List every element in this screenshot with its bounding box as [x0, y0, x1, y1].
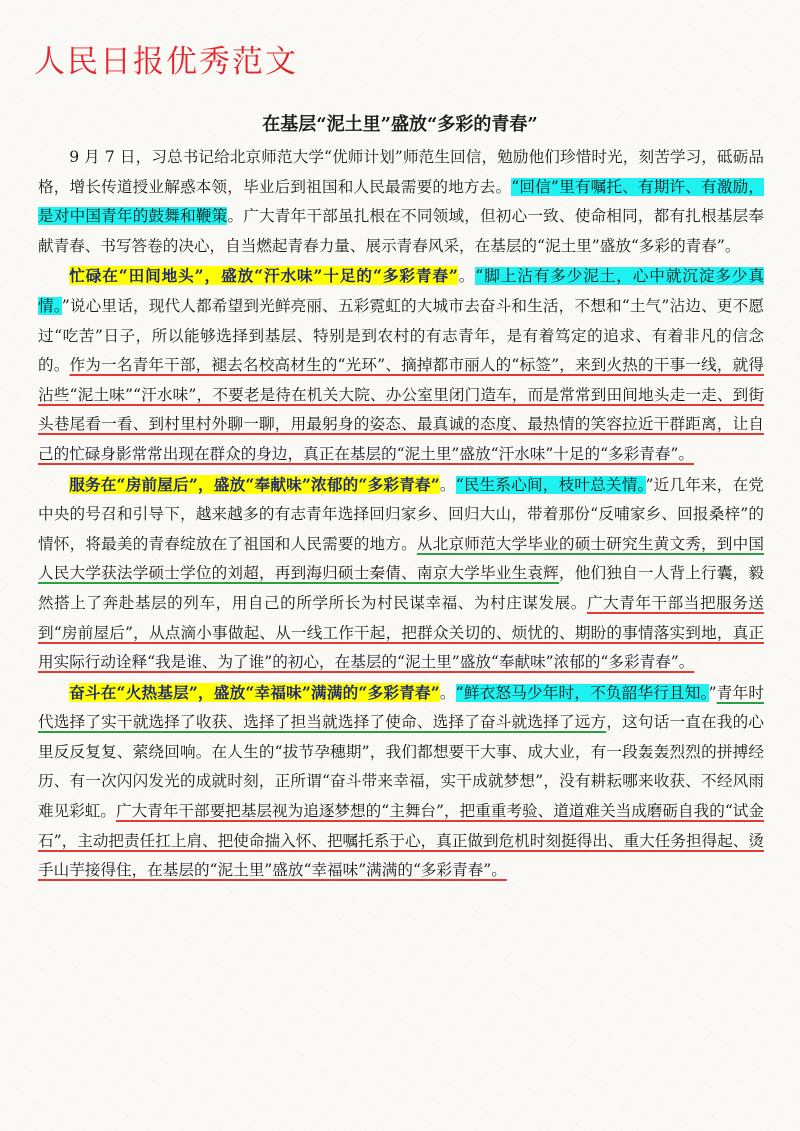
p4-green-underlined: 青年时代选择了实干就选择了收获、选择了担当就选择了使命、选择了奋斗就选择了远方 — [38, 683, 764, 732]
brand-title: 人民日报优秀范文 — [34, 44, 298, 80]
paragraph-4 — [38, 678, 764, 886]
p3-green-underlined: 从北京师范大学毕业的硕士研究生黄文秀，到中国人民大学获法学硕士学位的刘超，再到海归硕士秦倩、南京大学毕业生袁辉 — [38, 534, 764, 583]
p2-text: ”说心里话，现代人都希望到光鲜亮丽、五彩霓虹的大城市去奋斗和生活，不想和“土气”沾边、更不愿过“吃苦”日子，所以能够选择到基层、特别是到农村的有志青年，是有着笃定的追求、有着非凡的信念的。 — [38, 296, 765, 375]
p4-dot: 。 — [439, 683, 456, 702]
p1-highlight: “回信”里有嘱托、有期许、有激励，是对中国青年的鼓舞和鞭策 — [38, 177, 764, 226]
p4-heading: 奋斗在“火热基层”，盛放“幸福味”满满的“多彩青春” — [69, 682, 440, 702]
p2-underlined: 作为一名青年干部，褪去名校高材生的“光环”、摘掉都市丽人的“标签”，来到火热的干事一线，就得沾些“泥土味”“汗水味”，不要老是待在机关大院、办公室里闭门造车，而是常常到田间地头走一走、到街头巷尾看一看、到村里村外聊一聊，用最躬身的姿态、最真诚的态度、最热情的笑容拉近干群距离，让自己的忙碌身影常常出现在群众的身边，真正在基层的“泥土里”盛放“汗水味”十足的“多彩青春”。 — [38, 356, 764, 463]
article-body — [38, 143, 764, 886]
p1-text-2: 。广大青年干部虽扎根在不同领域，但初心一致、使命相同，都有扎根基层奉献青春、书写答卷的决心，自当燃起青春力量、展示青春风采，在基层的“泥土里”盛放“多彩的青春”。 — [38, 207, 764, 255]
p4-quote: “鲜衣怒马少年时，不负韶华行且知。 — [455, 683, 709, 702]
p3-text: ”近几年来，在党中央的号召和引导下，越来越多的有志青年选择回归家乡、回归大山，带着那份“反哺家乡、回报桑梓”的情怀，将最美的青春绽放在了祖国和人民需要的地方。 — [38, 475, 764, 553]
paragraph-1 — [38, 143, 764, 261]
p3-heading: 服务在“房前屋后”，盛放“奉献味”浓郁的“多彩青春” — [69, 474, 440, 494]
p4-text: ” — [708, 683, 717, 702]
p2-dot: 。 — [457, 267, 476, 286]
p3-dot: 。 — [439, 475, 456, 494]
paragraph-3 — [38, 470, 764, 678]
p3-text-2: ，他们独自一人背上行囊，毅然搭上了奔赴基层的列车，用自己的所学所长为村民谋幸福、为村庄谋发展。 — [38, 564, 764, 612]
paragraph-2 — [38, 261, 764, 469]
p2-quote: “脚上沾有多少泥土，心中就沉淀多少真情。 — [38, 267, 764, 315]
p4-underlined: 广大青年干部要把基层视为追逐梦想的“主舞台”，把重重考验、道道难关当成磨砺自我的“试金石”，主动把责任扛上肩、把使命揣入怀、把嘱托系于心，真正做到危机时刻挺得出、重大任务担得起、烫手山芋接得住，在基层的“泥土里”盛放“幸福味”满满的“多彩青春”。 — [38, 802, 764, 880]
p2-heading: 忙碌在“田间地头”，盛放“汗水味”十足的“多彩青春” — [69, 266, 458, 286]
p3-underlined: 广大青年干部当把服务送到“房前屋后”，从点滴小事做起、从一线工作干起，把群众关切的、烦忧的、期盼的事情落实到地，真正用实际行动诠释“我是谁、为了谁”的初心，在基层的“泥土里”盛放“奉献味”浓郁的“多彩青春”。 — [38, 593, 764, 672]
article-title: 在基层“泥土里”盛放“多彩的青春” — [262, 114, 538, 135]
p1-text: 9 月 7 日，习总书记给北京师范大学“优师计划”师范生回信，勉励他们珍惜时光，刻苦学习，砥砺品格，增长传道授业解惑本领，毕业后到祖国和人民最需要的地方去。 — [38, 148, 764, 196]
p4-text-2: ，这句话一直在我的心里反反复复、萦绕回响。在人生的“拔节孕穗期”，我们都想要干大事、成大业，有一段轰轰烈烈的拼搏经历、有一次闪闪发光的成就时刻，正所谓“奋斗带来幸福，实干成就梦想”，没有耕耘哪来收获、不经风雨难见彩虹。 — [38, 713, 764, 821]
p3-quote: “民生系心间，枝叶总关情。 — [455, 475, 646, 494]
